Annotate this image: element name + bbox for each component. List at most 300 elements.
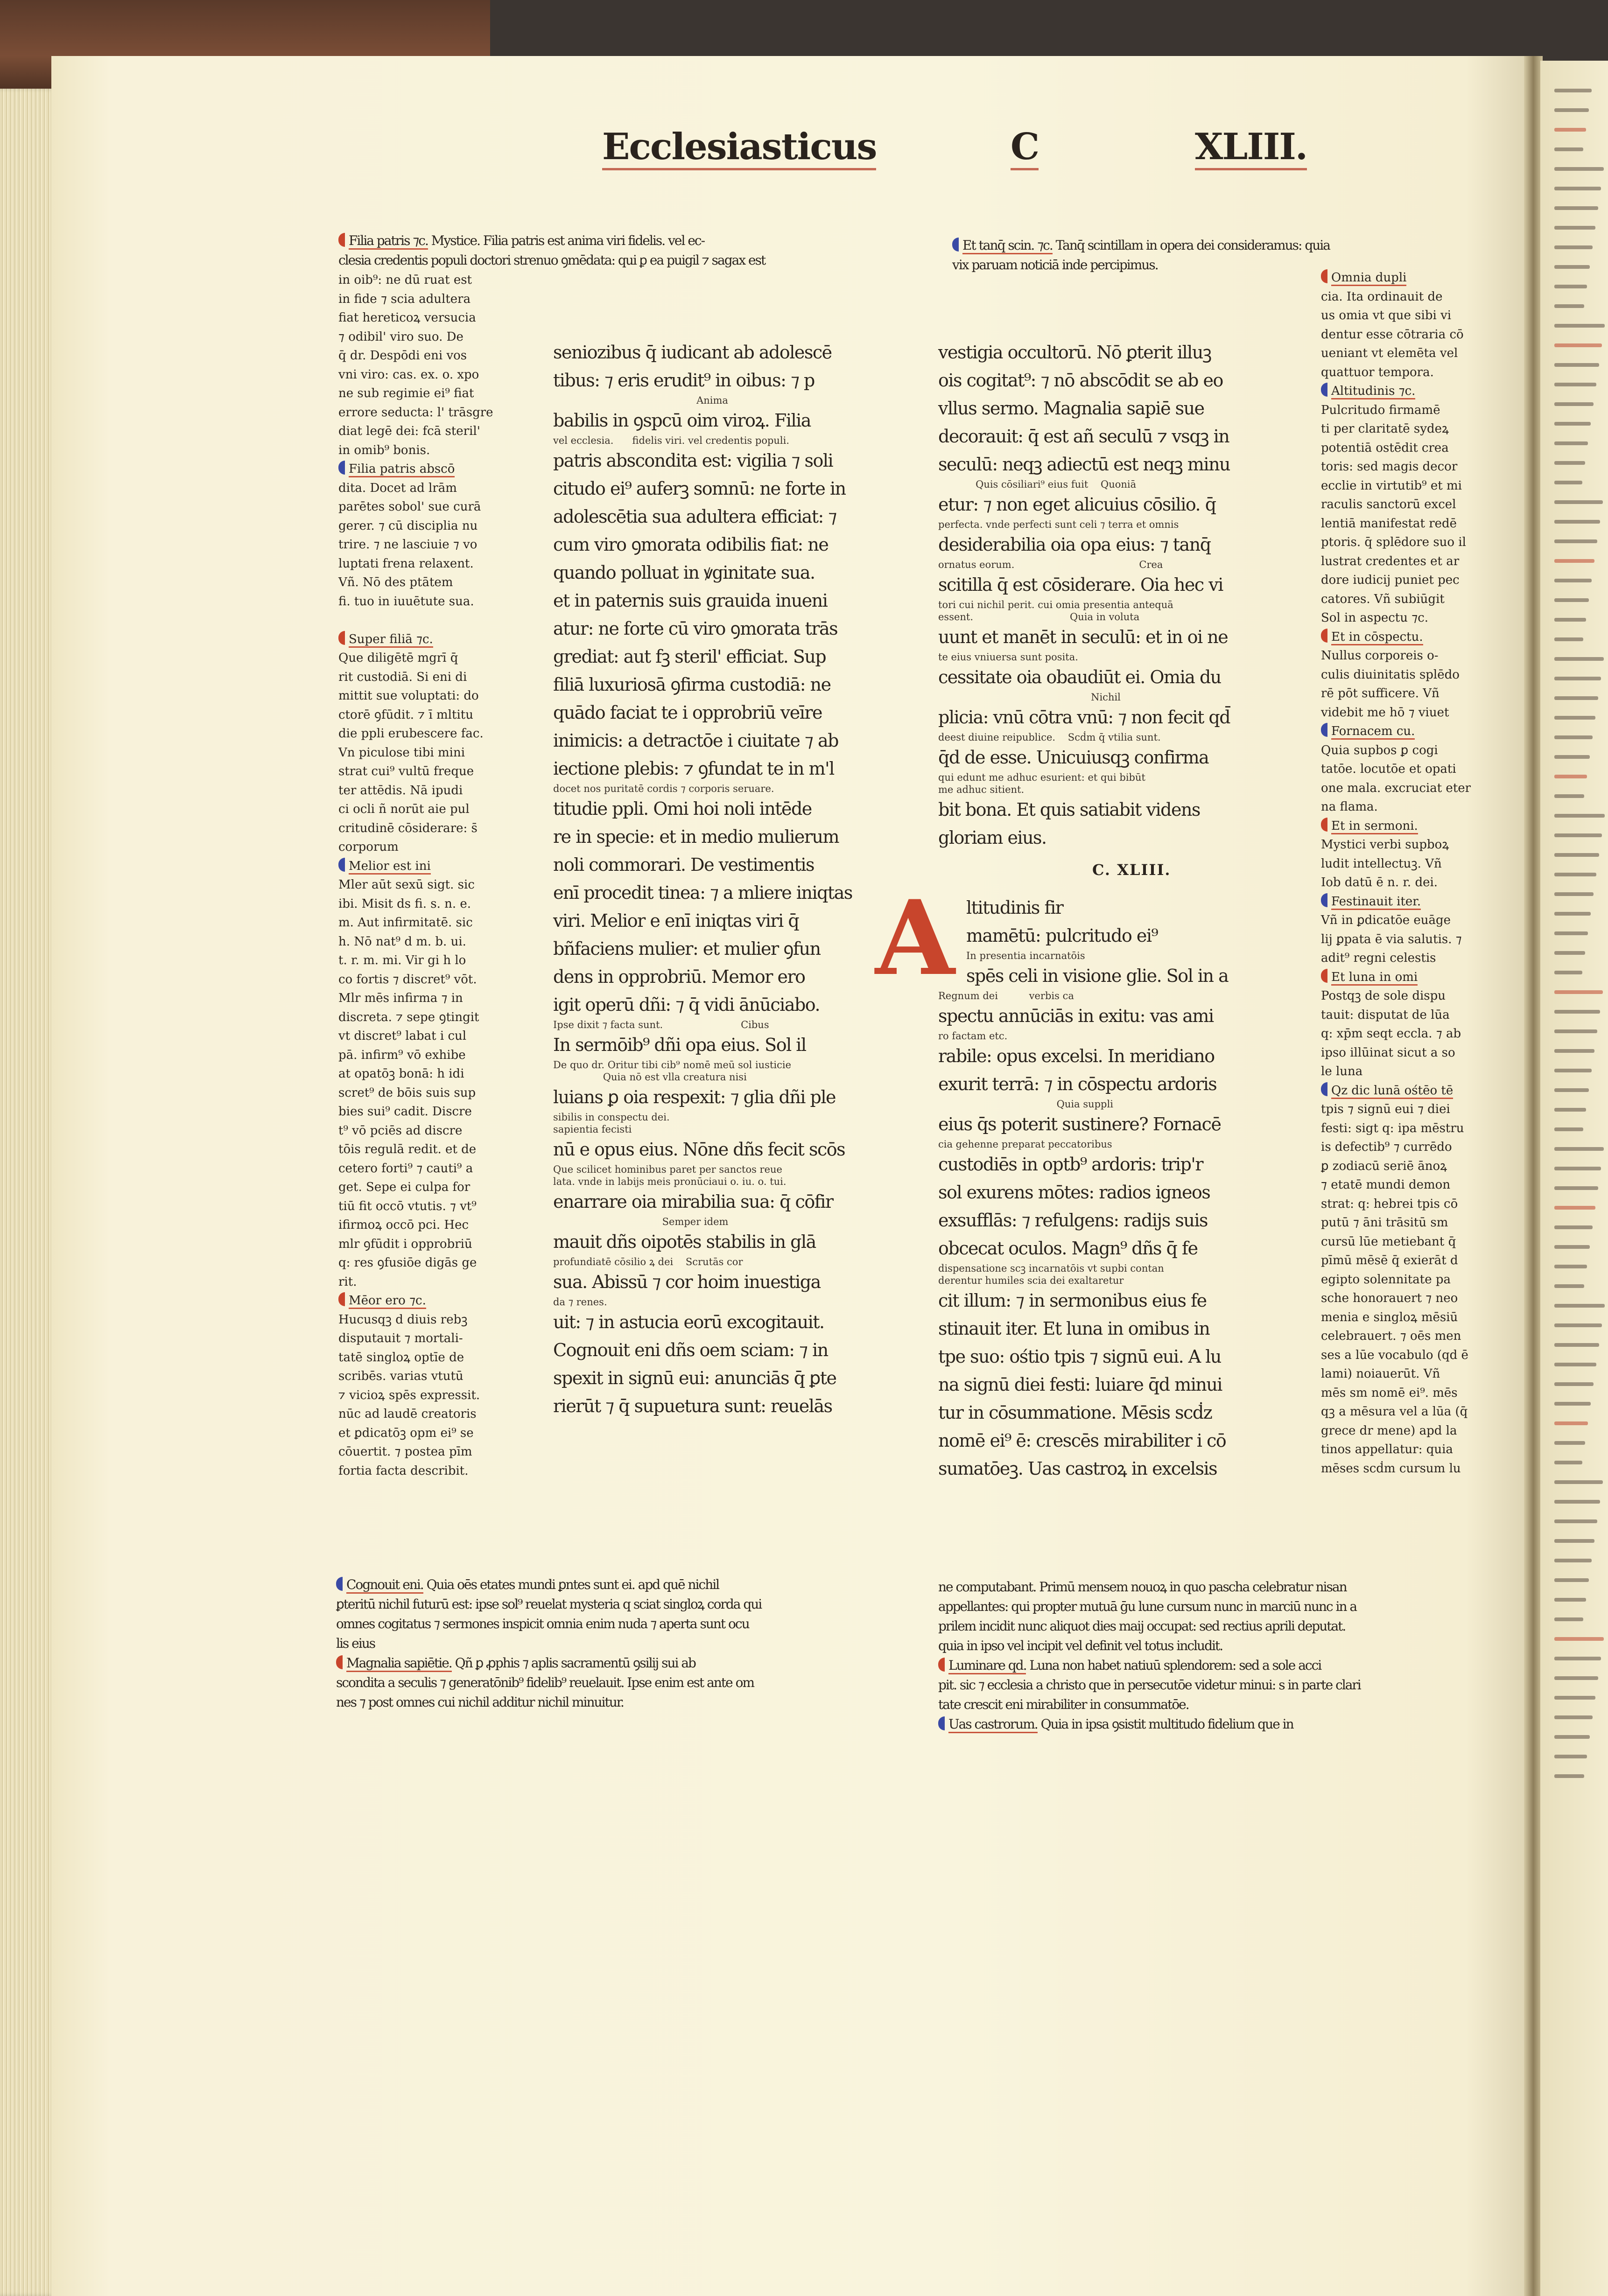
gloss-text: Tanq̄ scintillam in opera dei consideramus: quia	[1052, 238, 1330, 253]
text-line: titudie ppli. Omi hoi noli intēde	[553, 798, 812, 819]
paragraph-mark-icon	[336, 1655, 343, 1669]
text-line: uunt et manēt in seculū: et in oi ne	[938, 627, 1228, 647]
facing-page-text-fragment	[1554, 657, 1604, 661]
interlinear-gloss: In presentia incarnatōis	[966, 950, 1085, 961]
text-line: exsufflās: ⁊ refulgens: radijs suis	[938, 1210, 1208, 1231]
rubric-line	[336, 1575, 761, 1595]
text-line: spexit in signū eui: anunciās q̄ ꝑte	[553, 1368, 836, 1388]
text-line: ⁊ vicioꝝ spēs expressit.	[338, 1388, 480, 1402]
text-line: ctorē ꝯfūdit. ⁊ ī mltitu	[338, 707, 473, 722]
text-line: ꝑteritū nichil futurū est: ipse sol⁹ reuelat mysteria q sciat singloꝝ corda qui	[336, 1596, 762, 1612]
rubric-line	[338, 630, 493, 649]
paragraph-mark-icon	[1321, 818, 1327, 832]
folio-number: XLIII.	[1195, 126, 1307, 170]
text-line: bñfaciens mulier: et mulier ꝯfun	[553, 938, 821, 959]
text-line: scret⁹ de bōis suis sup	[338, 1085, 476, 1100]
facing-page-text-fragment	[1554, 1284, 1584, 1288]
text-line: disputauit ⁊ mortali-	[338, 1331, 463, 1345]
text-line: ludit intellectuꝫ. Vñ	[1321, 856, 1442, 871]
gloss-lemma: Altitudinis ⁊c.	[1331, 384, 1415, 399]
text-line: tiū fit occō vtutis. ⁊ vt⁹	[338, 1199, 477, 1213]
text-line: q: xp̄m seqt eccla. ⁊ ab	[1321, 1027, 1461, 1041]
facing-page-text-fragment	[1554, 931, 1588, 935]
gloss-lemma: Qz dic lunā ośtēo tē	[1331, 1084, 1453, 1099]
facing-page-text-fragment	[1554, 853, 1599, 857]
facing-page-text-fragment	[1554, 1559, 1592, 1562]
text-line: plicia: vnū cōtra vnū: ⁊ non fecit qd̄	[938, 707, 1230, 728]
text-line: culis diuinitatis splēdo	[1321, 667, 1460, 682]
text-line: cōuertit. ⁊ postea pīm	[338, 1445, 472, 1459]
facing-page-text-fragment	[1554, 422, 1591, 426]
facing-page-text-fragment	[1554, 1617, 1583, 1621]
text-line: ter attēdis. Nā ipudi	[338, 783, 463, 798]
text-line: cursū lūe metiebant q̄	[1321, 1234, 1456, 1249]
rubric-line	[1321, 1081, 1471, 1100]
text-line: ueniant vt elemēta vel	[1321, 346, 1458, 360]
gloss-left-margin	[338, 271, 493, 1480]
facing-page-text-fragment	[1554, 304, 1584, 308]
interlinear-gloss: tori cui nichil perit. cui omia presentia antequā	[938, 599, 1173, 610]
text-line: one mala. excruciat eter	[1321, 781, 1471, 795]
text-line: catores. Vñ subiūgit	[1321, 592, 1445, 606]
text-line: sche honorauert ⁊ neo	[1321, 1291, 1458, 1305]
text-line: quattuor tempora.	[1321, 365, 1434, 379]
text-line: tatē singloꝝ optīe de	[338, 1350, 464, 1365]
text-line: is defectib⁹ ⁊ currēdo	[1321, 1140, 1452, 1154]
facing-page-text-fragment	[1554, 1519, 1597, 1523]
facing-page-text-fragment	[1554, 1657, 1601, 1660]
paragraph-mark-icon	[1321, 383, 1327, 397]
text-line: seculū: neqꝫ adiectū est neqꝫ minu	[938, 454, 1230, 475]
text-line: ifirmoꝝ occō pci. Hec	[338, 1218, 469, 1232]
text-line: ꝑ zodiacū seriē ānoꝝ	[1321, 1159, 1447, 1173]
facing-page-text-fragment	[1554, 245, 1593, 249]
gloss-lemma: Uas castrorum.	[948, 1716, 1038, 1733]
facing-page-text-fragment	[1554, 1363, 1596, 1366]
text-line: Pulcritudo firmamē	[1321, 403, 1440, 417]
facing-page-text-fragment	[1554, 971, 1582, 974]
paragraph-mark-icon	[938, 1716, 945, 1730]
facing-page-text-fragment	[1554, 579, 1592, 582]
text-line: decorauit: q̄ est añ seculū ⁊ vsqꝫ in	[938, 426, 1229, 447]
interlinear-gloss: perfecta. vnde perfecti sunt celi ⁊ terra et omnis	[938, 519, 1179, 530]
facing-page-text-fragment	[1554, 383, 1596, 386]
text-line: rē pōt sufficere. Vñ	[1321, 686, 1439, 700]
facing-page-text-fragment	[1554, 716, 1595, 720]
paragraph-mark-icon	[338, 631, 345, 645]
text-line: Mlr mēs infirma ⁊ in	[338, 991, 463, 1005]
text-line: get. Sepe ei culpa for	[338, 1180, 470, 1194]
interlinear-gloss: da ⁊ renes.	[553, 1296, 607, 1308]
facing-page-text-fragment	[1554, 402, 1594, 406]
text-line: q̄ dr. Despōdi eni vos	[338, 349, 467, 363]
paragraph-mark-icon	[1321, 969, 1327, 983]
gloss-lemma: Festinauit iter.	[1331, 895, 1421, 910]
facing-page-text-fragment	[1554, 1245, 1590, 1249]
facing-page-text-fragment	[1554, 441, 1588, 445]
gloss-lemma: Super filiā ⁊c.	[349, 632, 433, 648]
facing-page-text-fragment	[1554, 1167, 1601, 1170]
text-line: m. Aut infirmitatē. sic	[338, 916, 473, 930]
text-line: Vñ in ꝑdicatōe euāge	[1321, 913, 1451, 927]
text-line: Nullus corporeis o-	[1321, 649, 1439, 663]
text-line: Iob datū ē n. r. dei.	[1321, 875, 1438, 889]
facing-page-text-fragment	[1554, 951, 1585, 955]
text-line: ecclie in virtutib⁹ et mi	[1321, 478, 1462, 493]
text-line: lustrat credentes et ar	[1321, 554, 1460, 568]
interlinear-gloss: profundiatē cōsilio ꝝ dei Scrutās cor	[553, 1256, 743, 1267]
text-line: tate crescit eni mirabiliter in consummatōe.	[938, 1697, 1189, 1712]
paragraph-mark-icon	[952, 238, 959, 252]
text-line: stinauit iter. Et luna in omibus in	[938, 1318, 1210, 1339]
text-line: grece dr mene) apd la	[1321, 1423, 1457, 1438]
text-line: enī procedit tinea: ⁊ a mliere iniqtas	[553, 882, 852, 903]
text-line: dore iudicij puniet pec	[1321, 573, 1460, 587]
facing-page-text-fragment	[1554, 1029, 1597, 1033]
text-line: nomē ei⁹ ē: crescēs mirabiliter i cō	[938, 1430, 1226, 1451]
facing-page-text-fragment	[1554, 1676, 1598, 1680]
facing-page-text-fragment	[1554, 1598, 1586, 1602]
interlinear-gloss: cia gehenne preparat peccatoribus	[938, 1139, 1112, 1150]
text-line: quia in ipso vel incipit vel definit vel totus includit.	[938, 1638, 1223, 1653]
text-line: spectu annūciās in exitu: vas ami	[938, 1006, 1214, 1026]
text-line: gerer. ⁊ cū disciplia nu	[338, 518, 478, 533]
interlinear-gloss: docet nos puritatē cordis ⁊ corporis seruare.	[553, 783, 774, 794]
text-line: errore seducta: l' trāsgre	[338, 405, 493, 420]
text-line: sol exurens mōtes: radios igneos	[938, 1182, 1210, 1203]
text-line: uit: ⁊ in astucia eorū excogitauit.	[553, 1312, 824, 1332]
text-line: tatōe. locutōe et opati	[1321, 762, 1456, 776]
facing-page-text-fragment	[1554, 1069, 1592, 1072]
rubric-line	[1321, 817, 1471, 836]
text-line: q: res ꝯfusiōe digās ge	[338, 1256, 477, 1270]
gloss-lemma: Melior est ini	[349, 859, 431, 875]
text-line: videbit me hō ⁊ viuet	[1321, 705, 1449, 720]
gloss-text: Luna non habet natiuū splendorem: sed a sole acci	[1026, 1658, 1321, 1673]
text-line: appellantes: qui propter mutuā ḡu lune cursum nunc in marciū nunc in a	[938, 1599, 1357, 1614]
facing-page-text-fragment	[1554, 1186, 1598, 1190]
text-line: dentur esse cōtraria cō	[1321, 327, 1464, 342]
facing-page-text-fragment	[1554, 833, 1602, 837]
text-line: adit⁹ regni celestis	[1321, 951, 1436, 965]
text-line: lentiā manifestat redē	[1321, 516, 1457, 531]
text-line: ois cogitat⁹: ⁊ nō abscōdit se ab eo	[938, 370, 1223, 391]
text-line: h. Nō nat⁹ d m. b. ui.	[338, 934, 466, 949]
facing-page-text-fragment	[1554, 775, 1587, 778]
facing-page-text-fragment	[1554, 735, 1593, 739]
text-line: iectione plebis: ⁊ ꝯfundat te in m'l	[553, 758, 834, 779]
facing-page-text-fragment	[1554, 912, 1591, 916]
text-line: nes ⁊ post omnes cui nichil additur nichil minuitur.	[336, 1694, 624, 1710]
text-line: sumatōeꝫ. Uas castroꝝ in excelsis	[938, 1458, 1217, 1479]
interlinear-gloss: Quia nō est vlla creatura nisi	[553, 1071, 747, 1083]
text-line: scitilla q̄ est cōsiderare. Oia hec vi	[938, 574, 1223, 595]
text-line: mauit dñs oipotēs stabilis in glā	[553, 1232, 816, 1252]
facing-page-text-fragment	[1554, 1323, 1602, 1327]
text-line: bit bona. Et quis satiabit videns	[938, 799, 1200, 820]
rubric-line	[1321, 382, 1471, 401]
text-line: ltitudinis fir	[966, 897, 1063, 918]
text-line: tpis ⁊ signū eui ⁊ diei	[1321, 1102, 1450, 1116]
rubric-line	[338, 857, 493, 876]
text-line: et in paternis suis grauida inueni	[553, 590, 828, 611]
facing-page-text-fragment	[1554, 285, 1587, 288]
text-line: strat cui⁹ vultū freque	[338, 764, 474, 778]
interlinear-gloss: Quis cōsiliari⁹ eius fuit Quoniā	[938, 479, 1137, 490]
text-line: fiat hereticoꝝ versucia	[338, 311, 476, 325]
gloss-text: Quia in ipsa ꝯsistit multitudo fidelium que in	[1037, 1716, 1293, 1732]
facing-page-text-fragment	[1554, 794, 1584, 798]
text-line: luians ꝑ oia respexit: ⁊ glia dñi ple	[553, 1087, 836, 1107]
rubric-line	[1321, 722, 1471, 741]
text-line: cum viro ꝯmorata odibilis fiat: ne	[553, 534, 829, 555]
interlinear-gloss: me adhuc sitient.	[938, 784, 1025, 795]
gloss-bottom-right	[938, 1577, 1361, 1734]
text-line: Sol in aspectu ⁊c.	[1321, 611, 1429, 625]
text-line: in oib⁹: ne dū ruat est	[338, 273, 472, 287]
text-line: us omia vt que sibi vi	[1321, 308, 1452, 322]
facing-page-text-fragment	[1554, 814, 1605, 818]
text-line: critudinē cōsiderare: s̄	[338, 821, 477, 835]
text-line: celebrauert. ⁊ oēs men	[1321, 1329, 1461, 1343]
paragraph-mark-icon	[336, 1577, 343, 1591]
text-line: ti per claritatē sydeꝝ	[1321, 422, 1449, 436]
paragraph-mark-icon	[338, 461, 345, 475]
text-line: prilem incidit nunc aliquot dies maij occupat: sed rectius aprili deputat.	[938, 1618, 1346, 1634]
gloss-top-right	[952, 236, 1330, 275]
gloss-text: Qñ ꝑ ꝓphis ⁊ aplis sacramentū ꝯsilij sui ab	[451, 1655, 695, 1671]
facing-page-edge	[1540, 61, 1608, 2296]
text-line: Vn piculose tibi mini	[338, 745, 465, 760]
text-line: ptoris. q̄ splēdore suo il	[1321, 535, 1466, 549]
text-line: die ppli erubescere fac.	[338, 727, 484, 741]
chapter-heading: C. XLIII.	[1092, 861, 1171, 879]
interlinear-gloss: Anima	[553, 395, 728, 406]
facing-page-text-fragment	[1554, 539, 1597, 543]
text-line: festi: sigt q: ipa mēstru	[1321, 1121, 1464, 1135]
facing-page-text-fragment	[1554, 206, 1598, 210]
text-line: t. r. m. mi. Vir gi h lo	[338, 953, 466, 967]
text-line: discreta. ⁊ sepe ꝯtingit	[338, 1010, 479, 1024]
facing-page-text-fragment	[1554, 618, 1586, 622]
text-line: lami) noiauerūt. Vñ	[1321, 1367, 1440, 1381]
facing-page-text-fragment	[1554, 1421, 1588, 1425]
text-line: ne sub regimie ei⁹ fiat	[338, 386, 474, 400]
facing-page-text-fragment	[1554, 873, 1596, 876]
interlinear-gloss: vel ecclesia. fidelis viri. vel credentis populi.	[553, 435, 790, 446]
text-line: clesia credentis populi doctori strenuo ꝯmēdata: qui ꝑ ea puigil ⁊ sagax est	[338, 252, 765, 268]
text-line: t⁹ vō pciēs ad discre	[338, 1123, 463, 1138]
paragraph-mark-icon	[1321, 269, 1327, 283]
text-line: rit.	[338, 1274, 357, 1289]
text-line: strat: q: hebrei tpis cō	[1321, 1197, 1458, 1211]
main-text-column-1	[553, 338, 852, 1420]
text-line: na flama.	[1321, 800, 1378, 814]
interlinear-gloss: Ipse dixit ⁊ facta sunt. Cibus	[553, 1019, 769, 1030]
interlinear-gloss: De quo dr. Oritur tibi cib⁹ nomē meū sol iusticie	[553, 1059, 792, 1071]
text-line: vix paruam noticiā inde percipimus.	[952, 257, 1158, 273]
facing-page-text-fragment	[1554, 481, 1582, 484]
text-line: desiderabilia oia opa eius: ⁊ tanq̄	[938, 534, 1211, 555]
text-line: ⁊ etatē mundi demon	[1321, 1178, 1451, 1192]
text-line: co fortis ⁊ discret⁹ vōt.	[338, 972, 477, 987]
facing-page-text-fragment	[1554, 1343, 1599, 1347]
text-line: quādo faciat te i opprobriū veīre	[553, 702, 822, 723]
facing-page-text-fragment	[1554, 1147, 1604, 1151]
text-line: adolescētia sua adultera efficiat: ⁊	[553, 506, 836, 527]
gloss-lemma: Et in sermoni.	[1331, 819, 1418, 834]
gloss-bottom-left	[336, 1575, 761, 1712]
gloss-lemma: Cognouit eni.	[346, 1577, 423, 1594]
text-line: Postqꝫ de sole dispu	[1321, 989, 1446, 1003]
rubric-line	[938, 1715, 1361, 1734]
text-line: exurit terrā: ⁊ in cōspectu ardoris	[938, 1074, 1217, 1094]
facing-page-text-fragment	[1554, 1441, 1585, 1445]
text-line: Vñ. Nō des ptātem	[338, 575, 453, 589]
interlinear-gloss: sapientia fecisti	[553, 1124, 632, 1135]
text-line: Quia supbos ꝑ cogi	[1321, 743, 1438, 757]
interlinear-gloss: derentur humiles scia dei exaltaretur	[938, 1275, 1124, 1286]
facing-page-text-fragment	[1554, 1206, 1595, 1210]
text-line: vt discret⁹ labat i cul	[338, 1029, 467, 1043]
text-line: scondita a seculis ⁊ generatōnib⁹ fidelib⁹ reuelauit. Ipse enim est ante om	[336, 1675, 754, 1690]
text-line: cia. Ita ordinauit de	[1321, 289, 1443, 304]
rubric-line	[952, 236, 1330, 255]
facing-page-text-fragment	[1554, 1755, 1587, 1758]
facing-page-text-fragment	[1554, 520, 1600, 524]
text-line: Mystici verbi supboꝝ	[1321, 838, 1449, 852]
text-line: ses a lūe vocabulo (qd ē	[1321, 1348, 1468, 1362]
text-line: In sermōib⁹ dñi opa eius. Sol il	[553, 1035, 806, 1055]
text-line: fi. tuo in iuuētute sua.	[338, 594, 474, 609]
text-line: custodiēs in optb⁹ ardoris: trip'r	[938, 1154, 1203, 1175]
page-edges	[0, 89, 56, 2296]
facing-page-text-fragment	[1554, 677, 1601, 680]
text-line: toris: sed magis decor	[1321, 460, 1458, 474]
paragraph-mark-icon	[938, 1658, 945, 1672]
facing-page-text-fragment	[1554, 1265, 1587, 1268]
decorated-initial: A	[875, 877, 955, 998]
facing-page-text-fragment	[1554, 559, 1594, 563]
facing-page-text-fragment	[1554, 1225, 1593, 1229]
facing-page-text-fragment	[1554, 1578, 1589, 1582]
facing-page-text-fragment	[1554, 265, 1590, 269]
text-line: qꝫ a mēsura vel a lūa (q̄	[1321, 1405, 1468, 1419]
text-line: corporum	[338, 840, 399, 854]
text-line: raculis sanctorū excel	[1321, 497, 1456, 511]
text-line: ci ocli ñ norūt aie pul	[338, 802, 470, 816]
facing-page-text-fragment	[1554, 1010, 1600, 1014]
facing-page-text-fragment	[1554, 1127, 1583, 1131]
facing-page-text-fragment	[1554, 343, 1602, 347]
facing-page-text-fragment	[1554, 1461, 1582, 1464]
rubric-line	[1321, 628, 1471, 647]
text-line: putū ⁊ āni trāsitū sm	[1321, 1216, 1448, 1230]
rubric-line	[336, 1653, 761, 1673]
interlinear-gloss: qui edunt me adhuc esurient: et qui bibūt	[938, 772, 1145, 783]
facing-page-text-fragment	[1554, 1402, 1591, 1406]
gloss-top-left	[338, 231, 765, 270]
text-line: igit operū dñi: ⁊ q̄ vidi ānūciabo.	[553, 994, 820, 1015]
text-line: rit custodiā. Si eni di	[338, 670, 467, 684]
text-line: Que diligētē mgrī q̄	[338, 651, 458, 665]
facing-page-text-fragment	[1554, 637, 1583, 641]
text-line: etur: ⁊ non eget alicuius cōsilio. q̄	[938, 494, 1216, 515]
text-line: cit illum: ⁊ in sermonibus eius fe	[938, 1290, 1207, 1311]
text-line: Mler aūt sexū sigt. sic	[338, 878, 475, 892]
text-line: potentiā ostēdit crea	[1321, 441, 1449, 455]
text-line: bies sui⁹ cadit. Discre	[338, 1105, 472, 1119]
facing-page-text-fragment	[1554, 1637, 1604, 1641]
text-line: mēs sm nomē ei⁹. mēs	[1321, 1386, 1458, 1400]
facing-page-text-fragment	[1554, 696, 1598, 700]
text-line: tōis regulā redit. et de	[338, 1142, 477, 1156]
facing-page-text-fragment	[1554, 1774, 1584, 1778]
header-letter: C	[1011, 126, 1039, 170]
rubric-line	[338, 460, 493, 479]
facing-page-text-fragment	[1554, 1715, 1593, 1719]
paragraph-mark-icon	[338, 233, 345, 247]
text-line: ne computabant. Primū mensem nouoꝝ in quo pascha celebratur nisan	[938, 1579, 1347, 1595]
text-line: dita. Docet ad lrām	[338, 481, 457, 495]
text-line: luptati frena relaxent.	[338, 556, 474, 571]
interlinear-gloss: ornatus eorum. Crea	[938, 559, 1163, 570]
paragraph-mark-icon	[1321, 629, 1327, 643]
text-line: quando polluat in ꝟginitate sua.	[553, 562, 815, 583]
rubric-line	[1321, 268, 1471, 287]
text-line: diat legē dei: fcā steril'	[338, 424, 480, 438]
interlinear-gloss: Semper idem	[553, 1216, 729, 1227]
rubric-line	[938, 1656, 1361, 1675]
text-line: mittit sue voluptati: do	[338, 689, 479, 703]
paragraph-mark-icon	[1321, 723, 1327, 737]
interlinear-gloss: essent. Quia in voluta	[938, 611, 1140, 623]
facing-page-text-fragment	[1554, 1049, 1594, 1053]
rubric-line	[1321, 968, 1471, 987]
facing-page-text-fragment	[1554, 1088, 1589, 1092]
text-line: tibus: ⁊ eris erudit⁹ in oibus: ⁊ p	[553, 370, 815, 391]
interlinear-gloss: ro factam etc.	[938, 1030, 1008, 1042]
text-line: tur in cōsummatione. Mēsis scḋz	[938, 1402, 1212, 1423]
interlinear-gloss: dispensatione scꝫ incarnatōis vt supbi contan	[938, 1263, 1164, 1274]
interlinear-gloss: Que scilicet hominibus paret per sanctos reue	[553, 1164, 782, 1175]
facing-page-text-fragment	[1554, 1500, 1600, 1504]
text-line: eius q̄s poterit sustinere? Fornacē	[938, 1114, 1221, 1134]
text-line: fortia facta describit.	[338, 1463, 469, 1478]
facing-page-text-fragment	[1554, 1480, 1603, 1484]
text-line: filiā luxuriosā ꝯfirma custodiā: ne	[553, 674, 831, 695]
facing-page-text-fragment	[1554, 324, 1605, 328]
gloss-lemma: Luminare qd.	[948, 1658, 1026, 1674]
text-line: babilis in ꝯspcū oim viroꝝ. Filia	[553, 410, 811, 431]
paragraph-mark-icon	[1321, 893, 1327, 907]
text-line: sua. Abissū ⁊ cor hoim inuestiga	[553, 1272, 821, 1292]
gloss-lemma: Omnia dupli	[1331, 271, 1406, 286]
text-line: cessitate oia obaudiūt ei. Omia du	[938, 667, 1221, 687]
facing-page-text-fragment	[1554, 226, 1595, 230]
text-line: obcecat oculos. Magn⁹ dñs q̄ fe	[938, 1238, 1198, 1259]
gloss-lemma: Magnalia sapiētie.	[346, 1655, 452, 1672]
text-line: inimicis: a detractōe i ciuitate ⁊ ab	[553, 730, 838, 751]
book-gutter	[1524, 56, 1543, 2296]
text-line: in fide ⁊ scia adultera	[338, 292, 471, 306]
gloss-lemma: Et luna in omi	[1331, 970, 1418, 986]
text-line: q̄d de esse. Unicuiusqꝫ confirma	[938, 747, 1209, 768]
text-line: patris abscondita est: vigilia ⁊ soli	[553, 450, 833, 471]
facing-page-text-fragment	[1554, 1382, 1594, 1386]
gloss-lemma: Filia patris ⁊c.	[349, 233, 428, 250]
text-line: nū e opus eius. Nōne dñs fecit scōs	[553, 1139, 845, 1160]
